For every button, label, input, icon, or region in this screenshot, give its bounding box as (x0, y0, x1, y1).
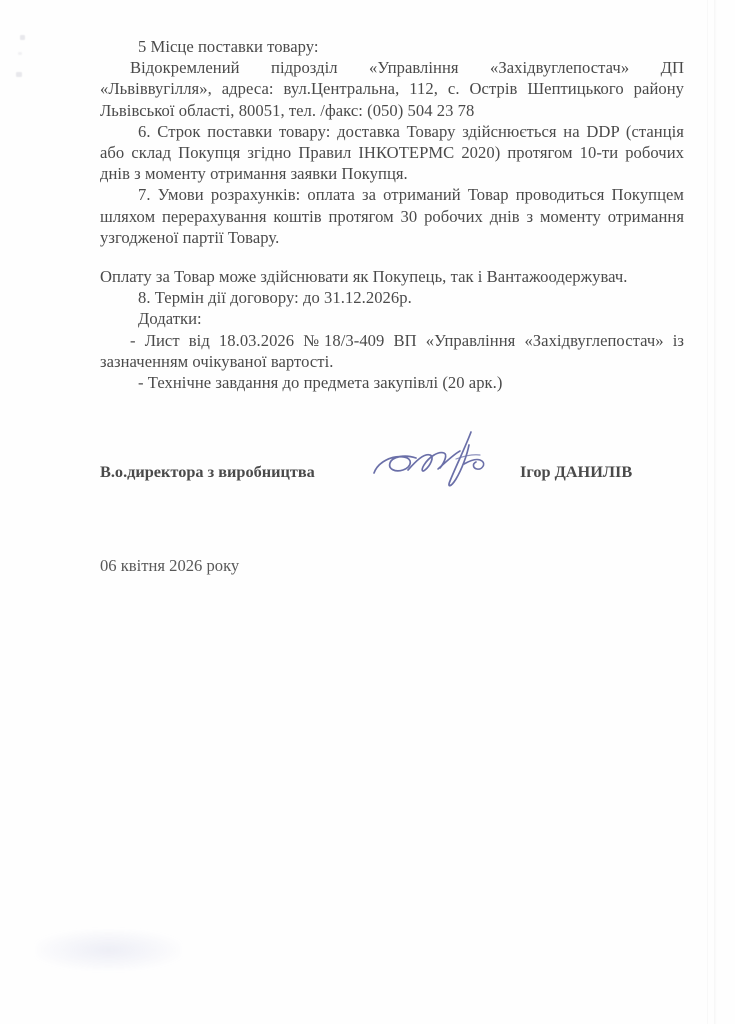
signatory-title: В.о.директора з виробництва (100, 462, 315, 481)
scan-edge-artifact-secondary (707, 0, 708, 1024)
clause-7: 7. Умови розрахунків: оплата за отриманий Товар проводиться Покупцем шляхом перерахування коштів протягом 30 робочих днів з моменту отримання узгодженої партії Товару. (100, 185, 684, 247)
payment-note: Оплату за Товар може здійснювати як Покупець, так і Вантажоодержувач. (100, 267, 628, 287)
handwritten-signature-icon (368, 429, 503, 491)
scan-speck-artifact (20, 35, 25, 40)
scan-speck-artifact (16, 72, 22, 77)
paragraph-spacer (100, 248, 684, 266)
signatory-name: Ігор ДАНИЛІВ (520, 462, 633, 481)
scan-smudge-artifact (36, 930, 181, 970)
scan-edge-artifact (714, 0, 717, 1024)
appendices-label: Додатки: (138, 309, 202, 329)
document-date: 06 квітня 2026 року (100, 556, 240, 575)
clause-8: 8. Термін дії договору: до 31.12.2026р. (138, 288, 412, 308)
appendix-item-2: - Технічне завдання до предмета закупівлі (20 арк.) (138, 373, 503, 393)
appendix-item-1: - Лист від 18.03.2026 №18/3-409 ВП «Управління «Західвуглепостач» із зазначенням очікуваної вартості. (100, 330, 684, 371)
scan-speck-artifact (18, 52, 22, 55)
document-body (100, 36, 684, 393)
signature-block (100, 462, 684, 492)
clause-5-body: Відокремлений підрозділ «Управління «Західвуглепостач» ДП «Львіввугілля», адреса: вул.Центральна, 112, с. Острів Шептицького району Львівської області, 80051, тел. /факс: (050) 504 23 78 (100, 58, 684, 120)
clause-5-heading: 5 Місце поставки товару: (138, 37, 319, 56)
clause-6: 6. Строк поставки товару: доставка Товару здійснюється на DDP (станція або склад Покупця згідно Правил ІНКОТЕРМС 2020) протягом 10-ти робочих днів з моменту отримання заявки Покупця. (100, 121, 684, 184)
